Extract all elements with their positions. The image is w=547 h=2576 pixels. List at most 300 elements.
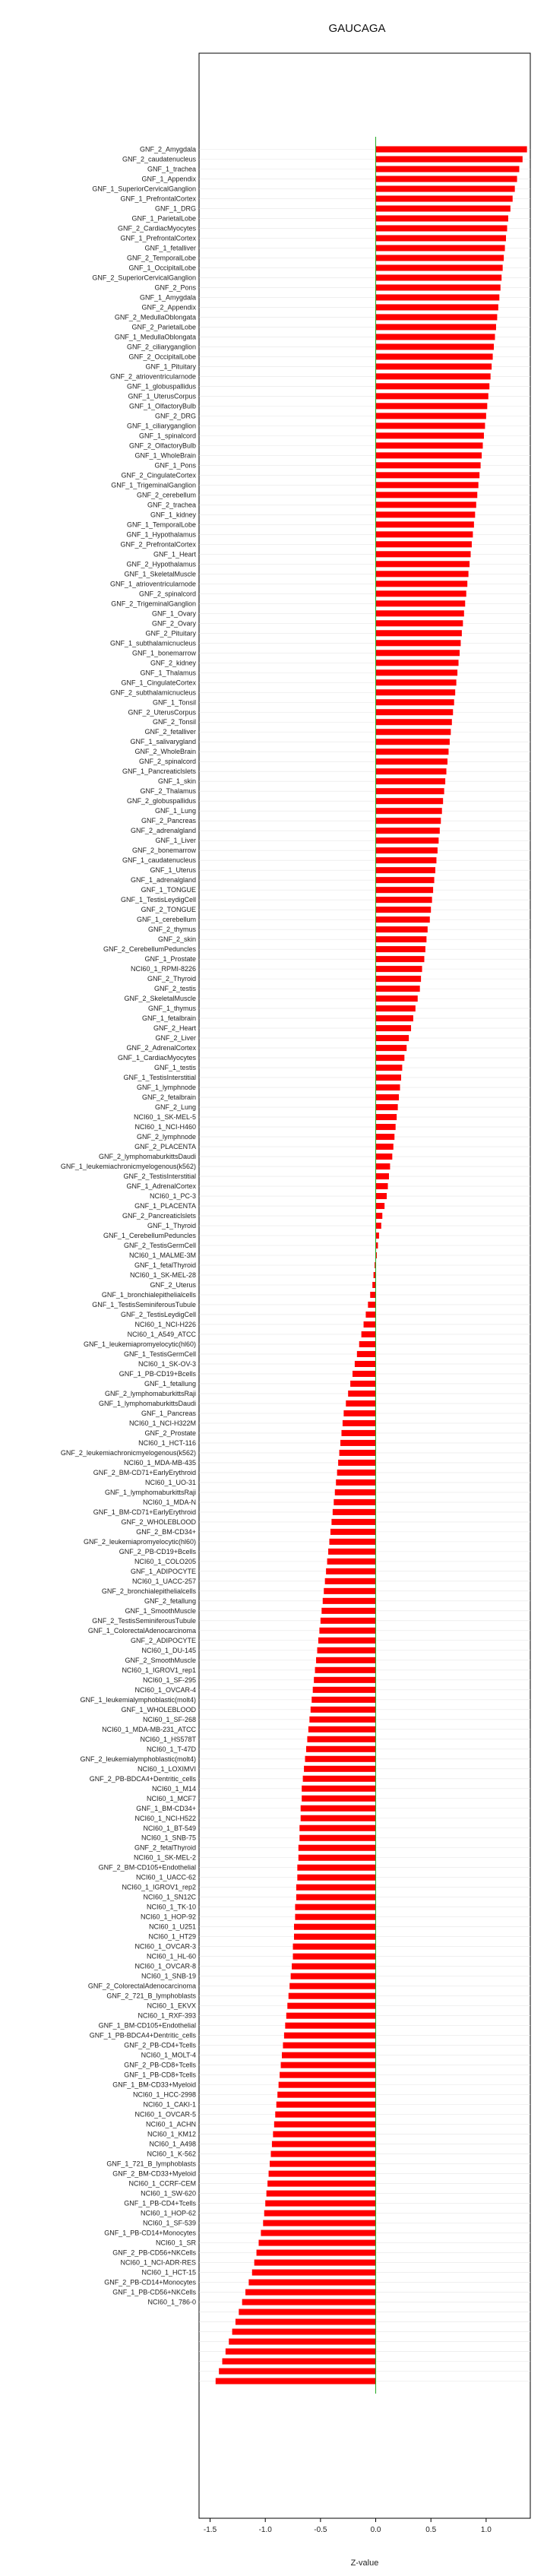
category-label: NCI60_1_786-0 [147,2298,196,2306]
category-label: GNF_2_kidney [150,659,196,667]
category-label: GNF_1_TestisLeydigCell [120,896,196,904]
bar [376,393,489,399]
category-label: GNF_2_AdrenalCortex [126,1044,196,1052]
bar [302,1796,375,1802]
bar [282,2052,376,2059]
bar [303,1776,376,1782]
category-label: GNF_1_leukemiachronicmyelogenous(k562) [60,1163,196,1171]
bar [376,630,462,636]
bar [376,1015,413,1021]
category-label: NCI60_1_IGROV1_rep2 [122,1883,196,1891]
bar [376,1144,394,1150]
bar [376,432,484,438]
bar [376,334,495,340]
category-label: NCI60_1_RXF-393 [138,2011,196,2020]
bar [277,2102,376,2108]
bar [376,304,498,310]
category-label: GNF_1_TONGUE [141,886,196,894]
bar [376,442,483,448]
category-label: GNF_1_atrioventricularnode [109,580,196,588]
bar [376,235,506,241]
bar [341,1430,375,1436]
category-label: GNF_2_Pons [154,283,196,292]
bar [376,897,432,903]
bar [376,1025,412,1031]
category-label: GNF_1_lymphnode [136,1084,196,1092]
category-label: NCI60_1_RPMI-8226 [130,965,196,973]
category-label: GNF_1_cerebellum [136,916,196,924]
bar [376,748,449,755]
category-label: GNF_1_Hypothalamus [126,530,196,539]
bar [340,1450,376,1456]
category-label: NCI60_1_CCRF-CEM [128,2179,196,2188]
category-label: NCI60_1_NCI-H522 [134,1814,196,1822]
category-label: NCI60_1_NCI-H226 [134,1320,196,1328]
bar [255,2260,376,2266]
bar [376,511,476,517]
bar [355,1361,376,1367]
category-label: GNF_2_ParietalLobe [131,323,196,331]
bar [376,798,444,804]
bar [376,225,507,231]
bar [376,828,440,834]
category-label: GNF_1_TestisInterstitial [123,1074,196,1082]
category-label: GNF_2_721_B_lymphoblasts [106,1992,196,2000]
category-label: GNF_1_Prostate [144,955,196,964]
bar [376,403,488,409]
category-label: GNF_2_PB-CD4+Tcells [124,2041,196,2049]
category-label: NCI60_1_DU-145 [141,1646,196,1654]
category-label: NCI60_1_UACC-257 [131,1577,196,1585]
bar [376,600,466,606]
bar [376,195,513,201]
bar [376,521,474,527]
category-label: NCI60_1_HCT-116 [138,1438,196,1447]
bar [376,758,447,764]
category-label: GNF_2_ColorectalAdenocarcinoma [87,1982,196,1990]
category-label: GNF_1_SuperiorCervicalGanglion [92,185,196,193]
bar [299,1835,375,1841]
bar [348,1391,375,1397]
category-label: GNF_1_MedullaOblongata [114,333,196,341]
bar [232,2329,376,2335]
bar [314,1677,375,1683]
category-label: NCI60_1_COLO205 [134,1557,196,1565]
bar [376,778,446,784]
bar [325,1578,376,1584]
category-label: NCI60_1_MCF7 [146,1794,196,1802]
category-label: GNF_2_TestisInterstitial [123,1172,196,1181]
category-label: NCI60_1_T-47D [146,1745,196,1753]
category-label: NCI60_1_SF-295 [142,1676,196,1684]
category-label: NCI60_1_MDA-MB-231_ATCC [102,1725,196,1733]
bar [296,1885,376,1891]
category-label: GNF_2_lymphomaburkittsRaji [104,1389,196,1397]
bar [236,2319,376,2325]
category-label: GNF_2_leukemiachronicmyelogenous(k562) [60,1448,196,1457]
bar [364,1321,376,1328]
bar [376,245,505,251]
bar [318,1638,376,1644]
bar [376,1055,405,1061]
category-label: GNF_2_Uterus [150,1280,196,1289]
category-label: GNF_2_TemporalLobe [126,254,196,262]
x-tick-label: -1.5 [203,2526,217,2534]
bar [343,1410,375,1416]
category-label: GNF_2_CerebellumPeduncles [103,945,196,954]
bar [329,1539,375,1545]
category-label: GNF_1_lymphomaburkittsRaji [104,1488,196,1496]
bar [330,1529,376,1535]
bar [293,1944,376,1950]
category-label: GNF_1_WHOLEBLOOD [121,1705,196,1714]
bar [376,966,422,972]
category-label: GNF_1_PB-BDCA4+Dentritic_cells [89,2031,196,2040]
bar [359,1341,376,1347]
bar [376,581,468,587]
category-label: GNF_2_Amygdala [139,145,196,153]
x-tick-label: -0.5 [314,2526,327,2534]
category-label: GNF_2_subthalamicnucleus [109,688,196,697]
bar [350,1381,375,1387]
bar [376,936,427,942]
category-label: GNF_1_SmoothMuscle [125,1606,196,1615]
category-label: GNF_2_BM-CD33+Myeloid [112,2169,196,2178]
category-label: GNF_2_fetalbrain [141,1093,196,1102]
category-label: GNF_1_Thyroid [147,1222,196,1230]
category-label: GNF_1_PLACENTA [134,1202,196,1210]
bar [376,185,515,191]
bar [376,531,473,537]
category-label: GNF_1_PrefrontalCortex [120,234,196,242]
category-label: GNF_1_TemporalLobe [126,521,196,529]
bar [274,2122,376,2128]
bar [299,1855,376,1861]
bar [376,146,527,152]
bar [376,867,435,873]
bar [216,2378,376,2384]
bar [376,452,482,458]
category-label: NCI60_1_OVCAR-4 [134,1685,196,1694]
category-label: GNF_2_Liver [155,1034,196,1043]
category-label: GNF_1_ADIPOCYTE [130,1567,196,1575]
category-label: NCI60_1_LOXIMVI [137,1764,196,1773]
category-label: GNF_1_OlfactoryBulb [128,402,196,410]
bar [376,1124,396,1130]
category-label: GNF_2_Thalamus [140,787,196,796]
category-label: GNF_1_ColorectalAdenocarcinoma [87,1626,196,1635]
category-label: NCI60_1_HCT-15 [141,2268,196,2277]
bar [340,1440,376,1446]
category-label: NCI60_1_SF-268 [142,1715,196,1723]
category-label: NCI60_1_ACHN [145,2120,196,2128]
bar [226,2348,376,2354]
bar [376,215,508,221]
category-label: GNF_2_SkeletalMuscle [124,995,196,1003]
category-label: GNF_1_AdrenalCortex [126,1182,196,1191]
category-label: NCI60_1_NCI-H460 [134,1123,196,1131]
bar [376,284,501,290]
category-label: GNF_2_lymphnode [136,1133,196,1141]
category-label: NCI60_1_MDA-N [142,1498,196,1506]
bar [307,1736,375,1742]
category-label: NCI60_1_HOP-92 [140,1913,196,1921]
bar [328,1549,375,1555]
bar [376,1094,400,1100]
category-label: NCI60_1_BT-549 [143,1824,196,1832]
bar [295,1914,375,1920]
bar [301,1805,376,1812]
bar [376,739,450,745]
x-tick-label: 1.0 [480,2526,492,2534]
bar [376,660,459,666]
category-label: GNF_2_trachea [147,501,196,509]
bar [319,1628,375,1634]
bar [376,353,493,359]
category-label: GNF_1_CerebellumPeduncles [103,1232,196,1240]
category-label: NCI60_1_KM12 [147,2130,196,2138]
category-label: NCI60_1_NCI-H322M [128,1419,196,1427]
category-label: GNF_2_BM-CD71+EarlyErythroid [93,1468,196,1476]
bar [376,610,464,616]
bar [362,1331,376,1337]
category-label: GNF_2_lymphomaburkittsDaudi [98,1153,196,1161]
bar [294,1924,376,1930]
category-label: GNF_1_lymphomaburkittsDaudi [98,1399,196,1407]
category-label: NCI60_1_SK-MEL-28 [129,1271,196,1279]
category-label: GNF_1_Heart [153,550,196,559]
category-label: GNF_2_bonemarrow [131,847,196,855]
bar [376,343,495,350]
bar [280,2072,375,2078]
category-label: GNF_2_TrigeminalGanglion [111,600,196,608]
bar [326,1568,375,1574]
bar [281,2062,376,2068]
bar [267,2181,375,2187]
category-label: GNF_2_thymus [147,926,196,934]
bar [273,2131,375,2138]
bar [269,2171,376,2177]
bar [376,986,420,992]
bar [376,709,454,715]
bar [376,729,451,735]
category-label: GNF_2_atrioventricularnode [109,372,196,381]
bar [267,2191,376,2197]
category-label: NCI60_1_SK-OV-3 [138,1359,196,1368]
category-label: NCI60_1_HCC-2998 [132,2090,196,2099]
category-label: GNF_1_PB-CD8+Tcells [124,2071,196,2079]
bar [304,1766,375,1772]
category-label: GNF_1_Appendix [141,175,196,183]
category-label: NCI60_1_SK-MEL-5 [133,1113,196,1122]
category-label: NCI60_1_A549_ATCC [127,1330,196,1338]
category-label: NCI60_1_U251 [148,1923,196,1931]
bar [284,2033,376,2039]
bar [376,877,435,883]
category-label: GNF_1_testis [153,1064,196,1072]
category-label: GNF_1_721_B_lymphoblasts [106,2160,196,2168]
bar [223,2358,376,2364]
bar [376,492,478,498]
bar [346,1400,375,1407]
bar [248,2280,375,2286]
bar [376,422,485,429]
category-label: GNF_1_PB-CD19+Bcells [119,1369,196,1378]
bar [376,1104,398,1110]
category-label: GNF_2_Lung [154,1103,196,1112]
category-label: NCI60_1_SF-539 [142,2219,196,2227]
category-label: NCI60_1_M14 [151,1784,196,1793]
bar [376,561,470,567]
category-label: GNF_1_Pancreaticlslets [122,767,196,776]
bar [376,689,456,695]
bar [376,1065,403,1071]
category-label: GNF_2_caudatenucleus [122,155,196,163]
category-label: GNF_1_leukemialymphoblastic(molt4) [80,1695,196,1704]
bar [376,887,434,893]
category-label: NCI60_1_CAKI-1 [143,2100,196,2109]
category-label: NCI60_1_SNB-19 [141,1972,196,1980]
category-label: GNF_2_Tonsil [152,718,196,726]
category-label: GNF_2_PB-CD56+NKCells [112,2248,196,2257]
category-label: GNF_1_thymus [147,1005,196,1013]
bar [313,1687,376,1693]
category-label: GNF_2_leukemialymphoblastic(molt4) [80,1755,196,1763]
category-label: GNF_2_PrefrontalCortex [120,540,196,549]
category-label: GNF_1_Ovary [151,609,196,618]
bar [376,482,479,488]
category-label: GNF_2_CardiacMyocytes [117,224,196,233]
bar [272,2141,376,2147]
category-label: NCI60_1_HT29 [148,1932,196,1941]
x-axis-title: Z-value [350,2559,379,2568]
category-label: GNF_1_salivarygland [130,738,196,746]
bar [376,413,486,419]
bar [357,1351,376,1357]
category-label: GNF_2_TestisLeydigCell [120,1310,196,1318]
bar [299,1825,375,1831]
bar [257,2250,376,2256]
x-tick-label: -1.0 [258,2526,272,2534]
category-label: GNF_1_globuspallidus [126,382,196,391]
category-label: GNF_2_spinalcord [138,590,196,598]
bar [305,1756,376,1762]
category-label: GNF_1_caudatenucleus [122,856,196,865]
category-label: GNF_1_BM-CD71+EarlyErythroid [93,1508,196,1516]
bar [270,2161,376,2167]
category-label: GNF_2_spinalcord [138,758,196,766]
category-label: GNF_2_WholeBrain [134,748,196,756]
bar [219,2368,375,2374]
category-label: NCI60_1_UO-31 [144,1478,196,1486]
bar [323,1598,376,1604]
category-label: GNF_2_fetalThyroid [134,1843,196,1852]
bar [376,808,442,814]
bar [376,156,523,162]
category-label: GNF_2_Pancreaticlslets [122,1212,196,1220]
category-label: NCI60_1_SK-MEL-2 [133,1853,196,1862]
bar [376,818,441,824]
category-label: GNF_1_BM-CD34+ [136,1804,196,1812]
bar [376,264,503,271]
category-label: NCI60_1_SNB-75 [141,1834,196,1842]
bar [376,1005,416,1011]
bar [376,857,437,863]
bar [297,1875,375,1881]
category-label: GNF_1_TestisSeminiferousTubule [92,1300,196,1309]
bar [321,1618,376,1624]
bar [376,946,425,952]
category-label: GNF_2_WHOLEBLOOD [121,1517,196,1526]
bar [376,1223,381,1229]
bar [334,1499,375,1505]
category-label: GNF_2_adrenalgland [130,827,196,835]
category-label: GNF_1_Pons [154,461,196,470]
category-label: GNF_1_DRG [154,204,196,213]
category-label: NCI60_1_PC-3 [149,1192,196,1201]
bar [324,1588,375,1594]
bar [277,2092,375,2098]
category-label: GNF_1_OccipitalLobe [128,264,196,272]
bar [376,383,490,389]
bar [316,1657,375,1663]
bar [263,2220,375,2226]
category-label: NCI60_1_IGROV1_rep1 [122,1666,196,1674]
bar [333,1509,376,1515]
bar [318,1647,376,1654]
bar [376,1183,388,1189]
category-label: GNF_1_fetallung [144,1379,196,1388]
bar [261,2230,375,2236]
bar [376,620,463,626]
category-label: GNF_1_adrenalgland [130,876,196,885]
category-label: GNF_1_leukemiapromyelocytic(hl60) [83,1340,196,1348]
bar [286,2013,376,2019]
category-label: GNF_1_PrefrontalCortex [120,195,196,203]
category-label: GNF_2_Heart [153,1024,196,1033]
bar [376,294,500,300]
category-label: GNF_2_SmoothMuscle [125,1656,196,1664]
category-label: GNF_2_PB-CD19+Bcells [119,1547,196,1555]
category-label: NCI60_1_SN12C [143,1893,196,1901]
category-label: GNF_2_OlfactoryBulb [128,441,196,450]
category-label: GNF_2_globuspallidus [126,797,196,805]
category-label: GNF_2_Pancreas [141,817,196,825]
bar [336,1479,375,1486]
bar [376,1035,409,1041]
bar [376,314,498,320]
bar [376,679,457,685]
category-label: GNF_2_Appendix [141,303,196,312]
bar [376,1084,400,1090]
category-label: GNF_2_ADIPOCYTE [130,1636,196,1644]
bar [252,2270,376,2276]
bar [335,1489,376,1495]
bar [287,2003,375,2009]
category-label: GNF_1_BM-CD33+Myeloid [112,2081,196,2089]
bar [297,1865,375,1871]
category-label: GNF_1_bonemarrow [131,649,196,657]
bar [376,551,471,557]
bar [376,926,428,932]
bar [372,1282,375,1288]
bar [376,650,460,656]
category-label: GNF_1_spinalcord [138,432,196,440]
category-label: GNF_1_Amygdala [139,293,196,302]
bar [376,1154,393,1160]
bar [376,472,480,478]
bar [376,274,502,280]
